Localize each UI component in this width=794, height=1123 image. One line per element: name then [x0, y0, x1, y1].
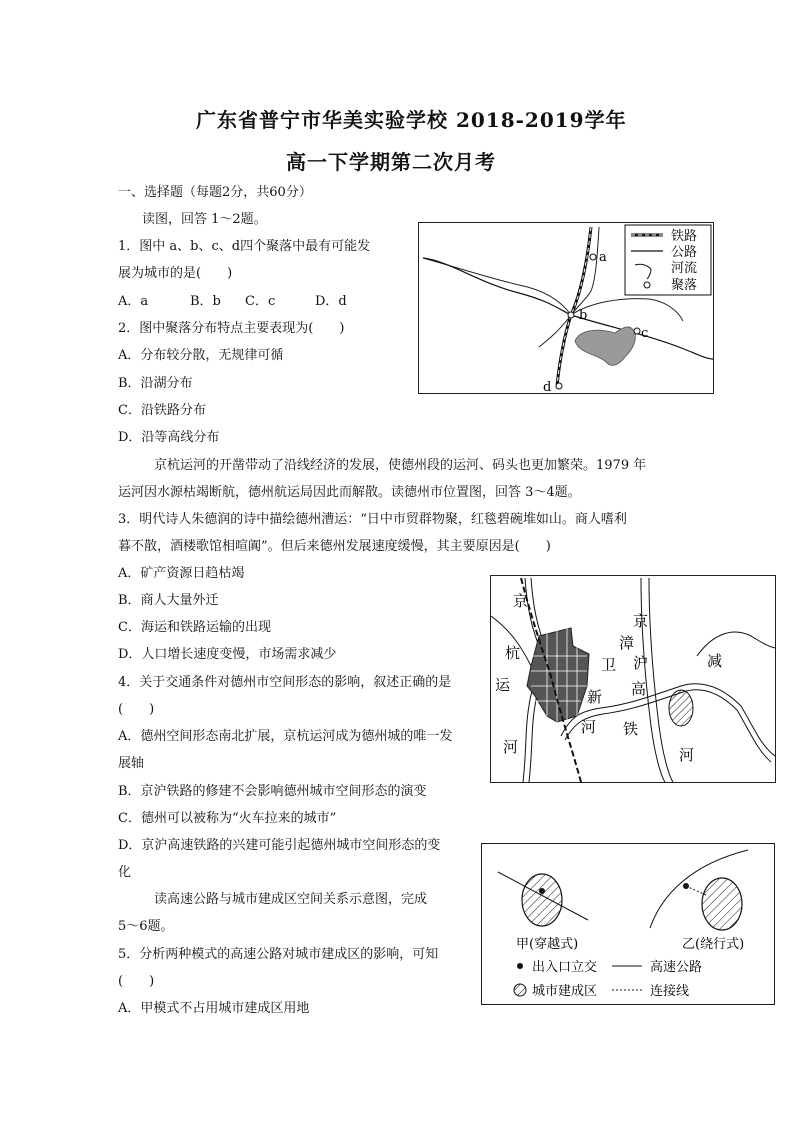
builtup-area-bypass	[702, 878, 742, 930]
q2-option-a: A．分布较分散，无规律可循	[118, 348, 284, 363]
legend-interchange-symbol	[517, 963, 523, 969]
q4-option-d-line1: D．京沪高速铁路的兴建可能引起德州城市空间形态的变	[118, 838, 441, 853]
label-jing: 京	[513, 592, 529, 610]
q2-option-b: B．沿湖分布	[118, 376, 193, 391]
section-header: 一、选择题（每题2分，共60分）	[118, 185, 312, 200]
label-yun: 运	[495, 676, 511, 694]
q2-option-d: D．沿等高线分布	[118, 430, 220, 445]
legend-builtup-symbol	[514, 984, 526, 996]
intro-q5-6-line1: 读高速公路与城市建成区空间关系示意图，完成	[154, 892, 428, 907]
q4-option-b: B．京沪铁路的修建不会影响德州城市空间形态的演变	[118, 784, 427, 799]
label-d: d	[543, 380, 552, 393]
intro-q1-2: 读图，回答 1～2题。	[142, 212, 267, 227]
page-subtitle: 高一下学期第二次月考	[286, 150, 496, 174]
settlement-d	[556, 383, 562, 389]
q1-option-d: D．d	[315, 294, 347, 309]
q4-option-d-line2: 化	[118, 865, 132, 880]
q2-option-c: C．沿铁路分布	[118, 403, 206, 418]
q1-option-c: C．c	[245, 294, 276, 309]
dezhou-location-map	[490, 575, 776, 783]
passage-line2: 运河因水源枯竭断航，德州航运局因此而解散。读德州市位置图，回答 3～4题。	[118, 485, 581, 500]
label-he2: 河	[581, 718, 597, 736]
q5-option-a: A．甲模式不占用城市建成区用地	[118, 1001, 310, 1016]
label-jing2: 京	[633, 612, 649, 630]
q1-option-b: B．b	[190, 294, 221, 309]
legend-builtup-label: 城市建成区	[532, 984, 598, 999]
settlement-map	[418, 222, 714, 394]
q5-stem-line2: ( )	[118, 974, 155, 989]
highway-mode-diagram	[481, 843, 775, 1005]
label-wei: 卫	[601, 656, 617, 674]
legend-railway-label: 铁路	[671, 229, 698, 244]
legend-highway-label: 高速公路	[650, 960, 703, 975]
q4-stem-line2: ( )	[118, 702, 155, 717]
label-gao: 高	[631, 680, 647, 698]
q1-stem-line1: 1．图中 a、b、c、d四个聚落中最有可能发	[118, 239, 371, 254]
q3-option-d: D．人口增长速度变慢，市场需求减少	[118, 647, 337, 662]
q3-option-b: B．商人大量外迁	[118, 593, 219, 608]
intro-q5-6-line2: 5～6题。	[118, 919, 174, 934]
legend-interchange-label: 出入口立交	[532, 960, 598, 975]
settlement-map-svg	[419, 223, 713, 393]
interchange-through	[539, 888, 545, 894]
passage-line1: 京杭运河的开凿带动了沿线经济的发展，使德州段的运河、码头也更加繁荣。1979 年	[154, 458, 647, 473]
label-jian: 减	[707, 652, 723, 670]
new-district-hatched	[669, 690, 693, 726]
q3-option-a: A．矿产资源日趋枯竭	[118, 566, 245, 581]
label-mode-jia: 甲(穿越式)	[516, 937, 579, 952]
label-hu: 沪	[633, 654, 649, 672]
legend-road-label: 公路	[671, 245, 698, 260]
q5-stem-line1: 5．分析两种模式的高速公路对城市建成区的影响，可知	[118, 947, 439, 962]
builtup-area-through	[522, 874, 562, 926]
legend-settlement-label: 聚落	[671, 278, 698, 293]
label-a: a	[599, 250, 607, 265]
label-xin: 新	[587, 688, 603, 706]
q4-option-a-line1: A．德州空间形态南北扩展，京杭运河成为德州城的唯一发	[118, 729, 453, 744]
q4-option-a-line2: 展轴	[118, 756, 145, 771]
q4-stem-line1: 4．关于交通条件对德州市空间形态的影响，叙述正确的是	[118, 675, 452, 690]
label-c: c	[641, 326, 649, 341]
label-he1: 河	[503, 738, 519, 756]
lake	[575, 327, 635, 365]
label-he3: 河	[679, 746, 695, 764]
q3-option-c: C．海运和铁路运输的出现	[118, 620, 271, 635]
label-tie: 铁	[623, 720, 639, 738]
settlement-b	[568, 312, 574, 318]
jinghu-hsr-east	[649, 578, 673, 782]
q4-option-c: C．德州可以被称为“火车拉来的城市”	[118, 811, 337, 826]
legend-connector-label: 连接线	[650, 984, 690, 999]
page-title: 广东省普宁市华美实验学校 2018-2019学年	[196, 108, 627, 132]
q3-stem-line1: 3．明代诗人朱德润的诗中描绘德州漕运：“日中市贸群物聚，红毯碧碗堆如山。商人嗜利	[118, 512, 627, 527]
q1-option-a: A．a	[118, 294, 149, 309]
label-b: b	[579, 308, 588, 323]
settlement-a	[590, 254, 596, 260]
legend-settlement-symbol	[644, 282, 650, 288]
label-hang: 杭	[505, 644, 521, 662]
dezhou-city-builtup	[527, 628, 589, 722]
q1-stem-line2: 展为城市的是( )	[118, 266, 233, 281]
highway-diagram-svg	[482, 844, 774, 1004]
label-zhang: 漳	[619, 634, 635, 652]
river-east	[571, 299, 683, 321]
settlement-c	[634, 328, 640, 334]
dezhou-map-svg	[491, 576, 775, 782]
q2-stem: 2．图中聚落分布特点主要表现为( )	[118, 321, 345, 336]
label-mode-yi: 乙(绕行式)	[682, 937, 745, 952]
legend-river-label: 河流	[671, 261, 698, 276]
q3-stem-line2: 暮不散，酒楼歌馆相喧阗”。但后来德州发展速度缓慢，其主要原因是( )	[118, 539, 551, 554]
